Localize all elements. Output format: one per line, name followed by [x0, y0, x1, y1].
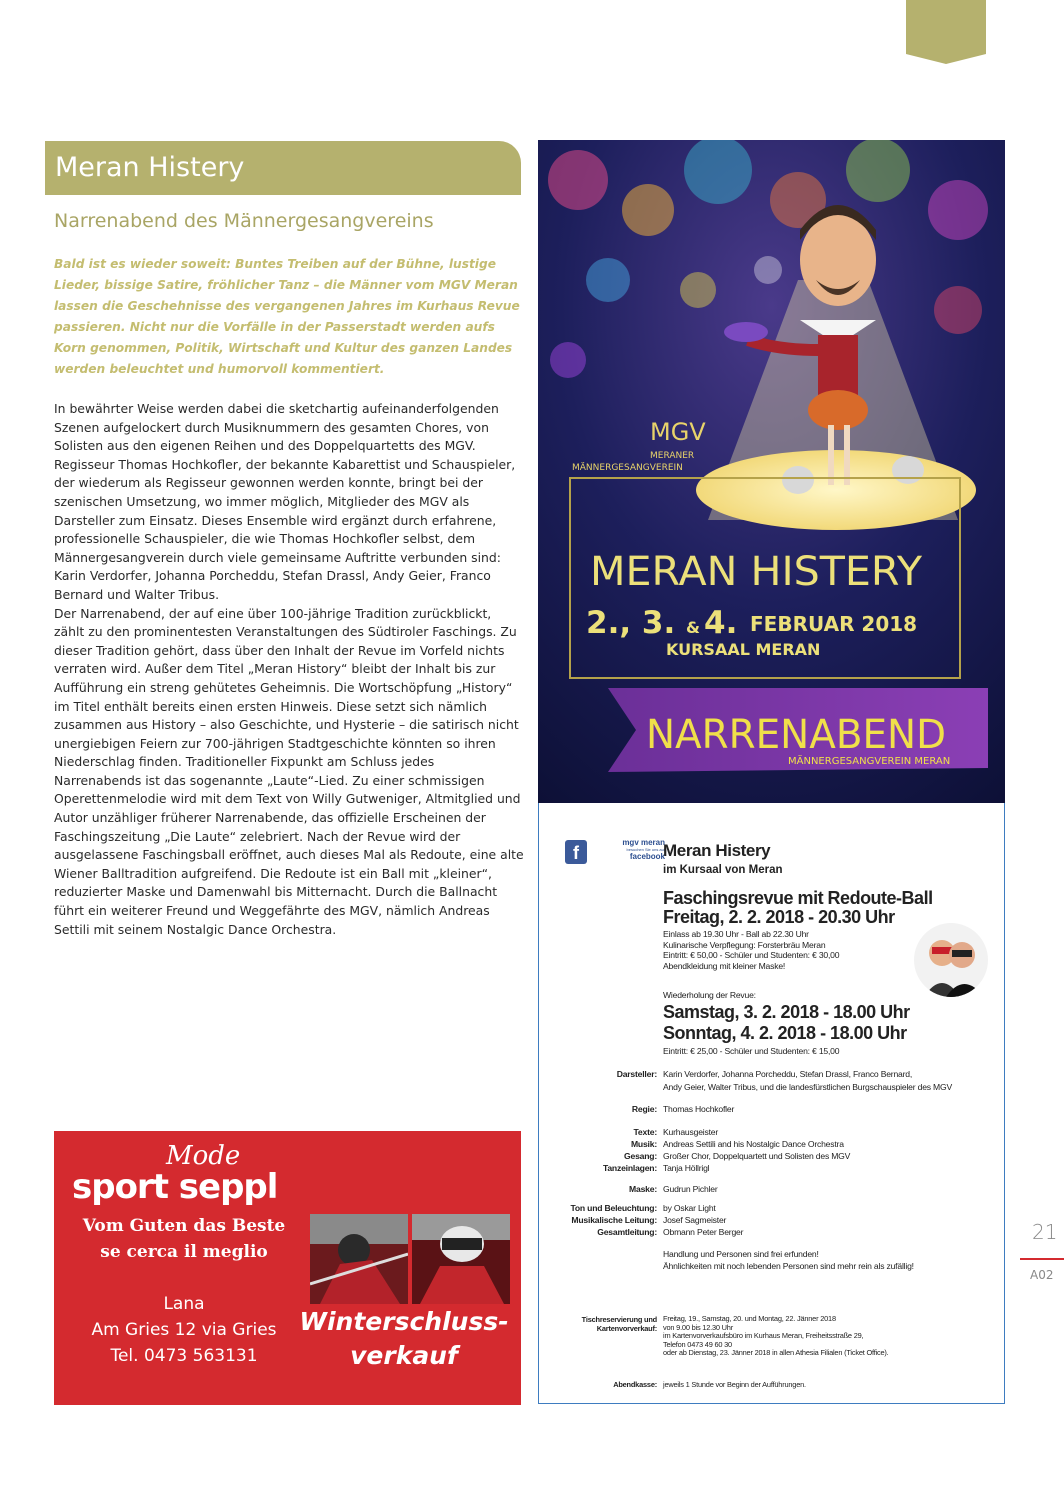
page-number-rule [1020, 1258, 1064, 1260]
box-office-label: Abendkasse: [613, 1380, 657, 1389]
credit-label: Musik: [630, 1139, 657, 1149]
credit-label: Regie: [631, 1104, 657, 1114]
info-show: Faschingsrevue mit Redoute-Ball [663, 888, 933, 908]
credit-value: Josef Sagmeister [663, 1215, 727, 1225]
poster-venue: KURSAAL MERAN [666, 640, 821, 659]
article-subtitle: Narrenabend des Männergesangvereins [54, 210, 434, 232]
article-body [54, 400, 524, 939]
poster-artwork [538, 140, 1005, 803]
info-title: Meran Histery [663, 841, 771, 860]
credit-value: by Oskar Light [663, 1203, 716, 1213]
credit-label: Tanzeinlagen: [602, 1163, 657, 1173]
credit-value: Gudrun Pichler [663, 1184, 718, 1194]
event-poster [538, 140, 1005, 803]
presale-label: Tischreservierung und [581, 1315, 657, 1324]
poster-banner-sub: MÄNNERGESANGVEREIN MERAN [788, 756, 951, 767]
info-detail-line: Abendkleidung mit kleiner Maske! [663, 960, 786, 971]
ad-slogan [74, 1213, 294, 1265]
credit-value: Tanja Höllrigl [663, 1163, 710, 1173]
credits-list [539, 803, 1006, 1404]
disclaimer-line: Handlung und Personen sind frei erfunden! [663, 1249, 819, 1259]
credit-label: Darsteller: [616, 1069, 657, 1079]
credit-value: Obmann Peter Berger [663, 1227, 744, 1237]
info-date-3: Sonntag, 4. 2. 2018 - 18.00 Uhr [663, 1023, 907, 1043]
credit-value: Andy Geier, Walter Tribus, und die landesfürstlichen Burgschauspieler des MGV [663, 1082, 953, 1092]
presale-line: im Kartenvorverkaufsbüro im Kurhaus Meran, Freiheitsstraße 29, [663, 1331, 864, 1341]
poster-headline: MERAN HISTERY [590, 549, 923, 595]
ad-brand-logo: sport seppl [72, 1167, 278, 1207]
ad-sale-line-2: verkauf [350, 1341, 458, 1370]
ad-brand-script: Mode [166, 1141, 241, 1171]
event-info-box [538, 803, 1005, 1404]
ad-address-street: Am Gries 12 via Gries [91, 1320, 277, 1340]
sport-seppl-ad[interactable] [54, 1131, 521, 1405]
info-date-1: Freitag, 2. 2. 2018 - 20.30 Uhr [663, 907, 895, 927]
ad-address-phone: Tel. 0473 563131 [110, 1346, 258, 1366]
info-repeat-label: Wiederholung der Revue: [663, 990, 756, 1000]
presale-details [663, 1315, 998, 1358]
ad-sale-line-1: Winterschluss- [299, 1307, 509, 1336]
skier-photo-1 [310, 1214, 408, 1304]
ad-slogan-de: Vom Guten das Beste [82, 1216, 286, 1236]
info-subtitle: im Kursaal von Meran [663, 864, 783, 876]
ad-sale-text [294, 1305, 514, 1373]
poster-mgv: MGV [650, 418, 706, 446]
poster-banner-title: NARRENABEND [646, 712, 946, 758]
credit-label: Ton und Beleuchtung: [570, 1203, 657, 1213]
page-number: 21 [1032, 1220, 1058, 1244]
poster-mgv-sub1: MERANER [650, 451, 695, 461]
poster-dates-b: 4. [704, 605, 738, 641]
article-lead: Bald ist es wieder soweit: Buntes Treiben auf der Bühne, lustige Lieder, bissige Satire, fröhlicher Tanz – die Männer vom MGV Meran lassen die Geschehnisse des vergangenen Jahres im Kurhaus Revue passieren. Nicht nur die Vorfälle in der Passerstadt werden aufs Korn genommen, Politik, Wirtschaft und Kultur des ganzen Landes werden beleuchtet und humorvoll kommentiert. [54, 257, 520, 376]
credit-label: Musikalische Leitung: [571, 1215, 657, 1225]
presale-line: Telefon 0473 49 60 30 [663, 1339, 732, 1349]
section-tab-marker [906, 0, 986, 64]
poster-dates-amp: & [686, 618, 700, 637]
info-detail-line: Eintritt: € 50,00 - Schüler und Studenten: € 30,00 [663, 950, 840, 960]
credit-label: Gesamtleitung: [597, 1227, 657, 1237]
info-price-2: Eintritt: € 25,00 - Schüler und Studenten: € 15,00 [663, 1046, 840, 1056]
presale-line: oder ab Dienstag, 23. Jänner 2018 in allen Athesia Filialen (Ticket Office). [663, 1348, 889, 1358]
presale-line: von 9.00 bis 12.30 Uhr [663, 1322, 733, 1332]
credit-value: Großer Chor, Doppelquartett und Solisten des MGV [663, 1151, 851, 1161]
credit-value: Kurhausgeister [663, 1127, 719, 1137]
credit-label: Texte: [633, 1127, 657, 1137]
skier-photo-2 [412, 1214, 510, 1304]
poster-mgv-sub2: MÄNNERGESANGVEREIN [572, 463, 683, 473]
presale-label: Kartenvorverkauf: [596, 1324, 657, 1333]
page-code: A02 [1030, 1268, 1054, 1282]
credit-label: Maske: [629, 1184, 657, 1194]
facebook-page-name: mgv meran [622, 838, 665, 847]
info-detail-line: Einlass ab 19.30 Uhr - Ball ab 22.30 Uhr [663, 929, 809, 939]
facebook-note: besuchen Sie uns auf [626, 847, 665, 852]
poster-dates-month: FEBRUAR 2018 [750, 612, 918, 636]
credit-value: Andreas Settili and his Nostalgic Dance Orchestra [663, 1139, 844, 1149]
info-date-2: Samstag, 3. 2. 2018 - 18.00 Uhr [663, 1002, 910, 1022]
credit-label: Gesang: [624, 1151, 657, 1161]
facebook-icon: f [565, 840, 587, 864]
ad-slogan-it: se cerca il meglio [100, 1242, 268, 1262]
article-paragraph-2: Der Narrenabend, der auf eine über 100-jährige Tradition zurückblickt, zählt zu den prominentesten Veranstaltungen des Südtiroler Faschings. Zu dieser Tradition gehört, dass über den Inhalt der Revue im Vorfeld nichts verraten wird. Außer dem Titel „Meran History“ bleibt der Inhalt bis zur Aufführung ein streng gehütetes Geheimnis. Die Wortschöpfung „History“ im Titel enthält bereits einen ersten Hinweis. Diese setzt sich nämlich zusammen aus History – also Geschichte, und Hysterie – die satirisch nicht unergiebigen Feiern zur 700-jährigen Stadtgeschichte könnten so ihren Niederschlag finden. Traditioneller Fixpunkt am Schluss jedes Narrenabends ist das sogenannte „Laute“-Lied. Zu einer schmissigen Operettenmelodie wird mit dem Text von Willy Gutweniger, Altmitglied und Autor unzähliger früherer Narrenabende, das offizielle Erscheinen der Faschingszeitung „Die Laute“ zelebriert. Nach der Revue wird der ausgelassene Faschingsball eröffnet, auch dieses Mal als Redoute, eine alte Wiener Balltradition aufgreifend. Die Redoute ist ein Ball mit „kleiner“, reduzierter Maske und Damenwahl bis Mitternacht. Durch die Ballnacht führt ein weiterer Freund und Weggefährte des MGV, nämlich Andreas Settili mit seinem Nostalgic Dance Orchestra. [54, 605, 524, 937]
ad-address-town: Lana [163, 1294, 205, 1314]
article-paragraph-1: In bewährter Weise werden dabei die sketchartig aufeinanderfolgenden Szenen aufgelockert durch Musiknummern des gesamten Chores, von Solisten aus den eigenen Reihen und des Doppelquartetts des MGV. Regisseur Thomas Hochkofler, der bekannte Kabarettist und Schauspieler, der wiederum als Regisseur gewonnen werden konnte, bringt bei der szenischen Umsetzung, wo immer möglich, Mitglieder des MGV als Darsteller zum Einsatz. Dieses Ensemble wird ergänzt durch erfahrene, professionelle Schauspieler, die wie Thomas Hochkofler selbst, dem Männergesangverein durch viele gemeinsame Auftritte verbunden sind: Karin Verdorfer, Johanna Porcheddu, Stefan Drassl, Andy Geier, Franco Bernard und Walter Tribus. [54, 401, 516, 602]
info-detail-line: Kulinarische Verpflegung: Forsterbräu Meran [663, 939, 826, 950]
credit-value: Karin Verdorfer, Johanna Porcheddu, Stefan Drassl, Franco Bernard, [663, 1069, 913, 1079]
presale-line: Freitag, 19., Samstag, 20. und Montag, 22. Jänner 2018 [663, 1314, 836, 1323]
article-title: Meran Histery [45, 141, 521, 195]
facebook-label: facebook [629, 852, 665, 861]
box-office-value: jeweils 1 Stunde vor Beginn der Aufführungen. [663, 1380, 806, 1389]
poster-dates-a: 2., 3. [586, 605, 676, 641]
credit-value: Thomas Hochkofler [663, 1104, 735, 1114]
ad-address [74, 1291, 294, 1369]
disclaimer-line: Ähnlichkeiten mit noch lebenden Personen sind mehr rein als zufällig! [663, 1261, 914, 1271]
